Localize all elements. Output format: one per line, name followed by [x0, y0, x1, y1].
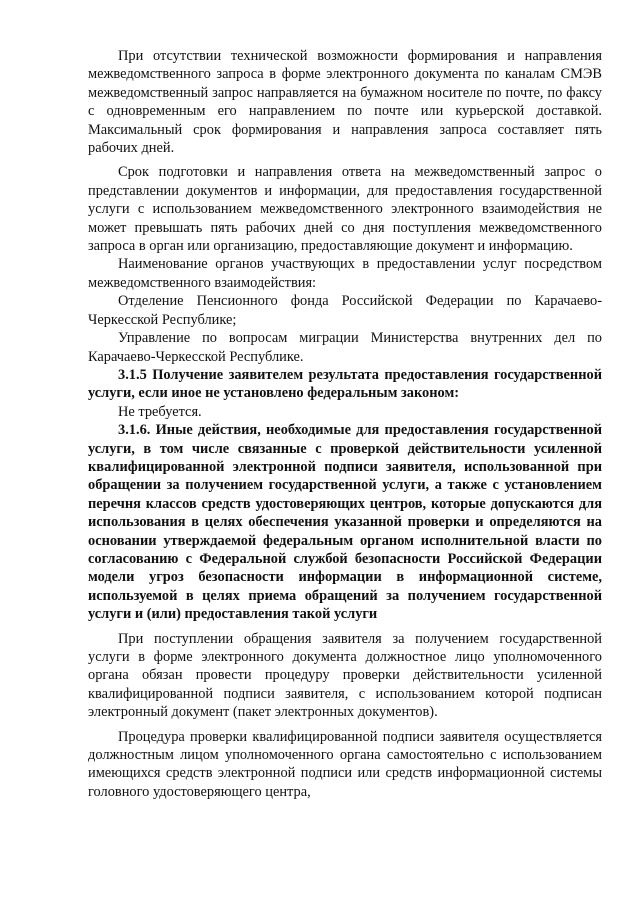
section-heading-3-1-6: 3.1.6. Иные действия, необходимые для предоставления государственной услуги, в том числе связанные с проверкой действительности усиленной квалифицированной электронной подписи заявителя, использованной при обращении за получением государственной услуги, а также с установлением перечня классов средств удостоверяющих центров, которые допускаются для использования в целях обеспечения указанной проверки и определяются на основании утверждаемой федеральным органом исполнительной власти по согласованию с Федеральной службой безопасности Российской Федерации модели угроз безопасности информации в информационной системе, используемой в целях приема обращений за получением государственной услуги и (или) предоставления такой услуги — [88, 422, 602, 623]
paragraph-smev-paper-request: При отсутствии технической возможности формирования и направления межведомственного запроса в форме электронного документа по каналам СМЭВ межведомственный запрос направляется на бумажном носителе по почте, по факсу с одновременным его направлением по почте или курьерской доставкой. Максимальный срок формирования и направления запроса составляет пять рабочих дней. — [88, 48, 602, 157]
paragraph-participating-bodies-intro: Наименование органов участвующих в предоставлении услуг посредством межведомственного взаимодействия: — [88, 256, 602, 291]
paragraph-verification-procedure: Процедура проверки квалифицированной подписи заявителя осуществляется должностным лицом уполномоченного органа самостоятельно с использованием имеющихся средств электронной подписи или средств информационной системы головного удостоверяющего центра, — [88, 728, 602, 800]
paragraph-pension-fund: Отделение Пенсионного фонда Российской Федерации по Карачаево-Черкесской Республике; — [88, 293, 602, 328]
paragraph-migration-office: Управление по вопросам миграции Министерства внутренних дел по Карачаево-Черкесской Республике. — [88, 330, 602, 365]
section-heading-3-1-5: 3.1.5 Получение заявителем результата предоставления государственной услуги, если иное не установлено федеральным законом: — [88, 366, 602, 402]
paragraph-signature-verification: При поступлении обращения заявителя за получением государственной услуги в форме электронного документа должностное лицо уполномоченного органа обязан провести процедуру проверки действительности усиленной квалифицированной подписи заявителя, с использованием которой подписан электронный документ (пакет электронных документов). — [88, 630, 602, 721]
paragraph-not-required: Не требуется. — [118, 403, 202, 420]
document-body — [88, 47, 602, 801]
paragraph-response-deadline: Срок подготовки и направления ответа на межведомственный запрос о представлении документов и информации, для предоставления государственной услуги с использованием межведомственного электронного взаимодействия не может превышать пять рабочих дней со дня поступления межведомственного запроса в орган или организацию, предоставляющие документ и информацию. — [88, 164, 602, 255]
